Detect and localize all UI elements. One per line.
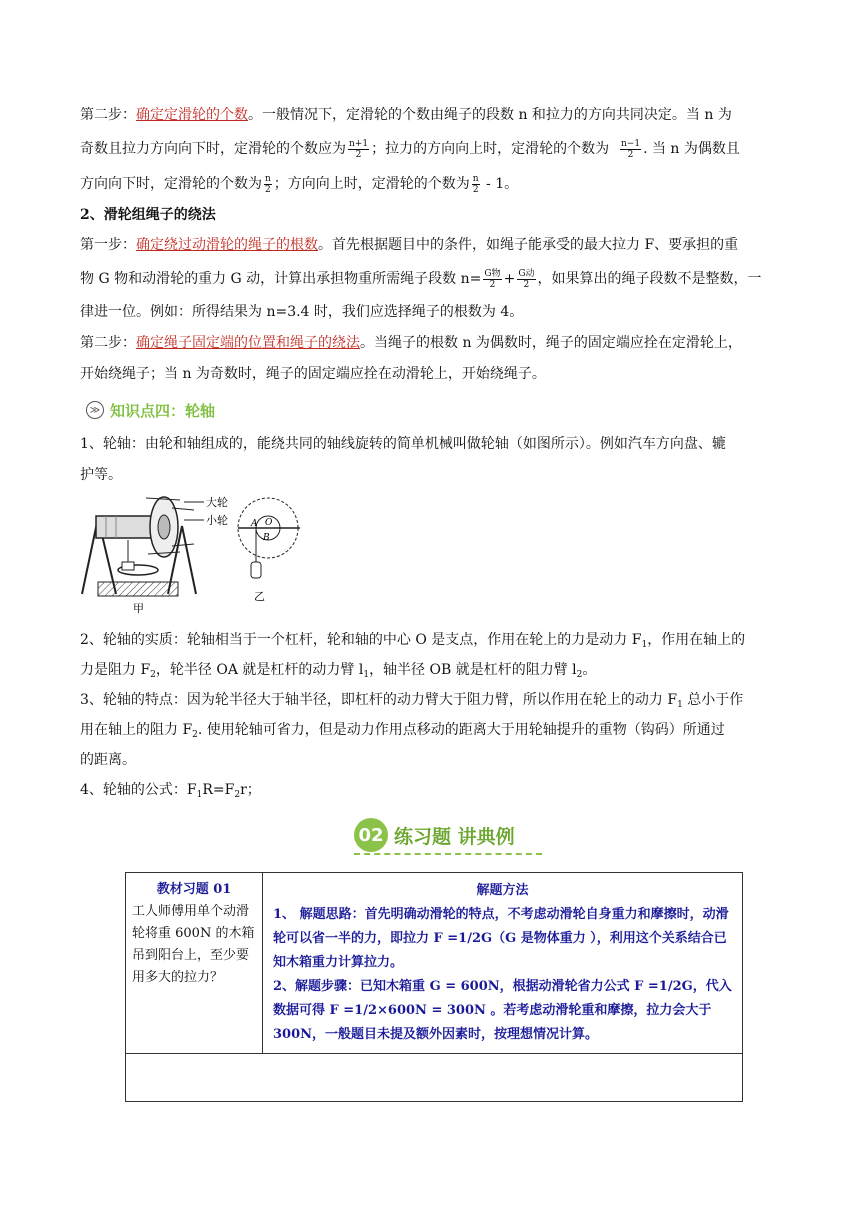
text: 力是阻力 F	[80, 662, 151, 678]
solution-cell	[263, 873, 743, 1054]
subscript: 2	[234, 790, 241, 800]
text: ；方向向上时，定滑轮的个数为	[273, 176, 470, 192]
step2-fixed-pulley-line3	[80, 170, 792, 199]
label-jia: 甲	[133, 602, 144, 615]
fraction	[620, 139, 641, 160]
label-B: B	[263, 533, 270, 543]
text: 。一般情况下，定滑轮的个数由绳子的段数 n 和拉力的方向共同决定。当 n 为	[248, 107, 732, 123]
wheel-axle-formula	[80, 776, 792, 810]
question-cell	[126, 873, 263, 1054]
subscript: 1	[677, 700, 683, 710]
exercise-title: 教材习题 01	[156, 882, 232, 897]
step2-rope-fixed-line1	[80, 329, 792, 358]
exercise-question: 工人师傅用单个动滑轮将重 600N 的木箱吊到阳台上，至少要用多大的拉力？	[132, 904, 255, 985]
label-big-wheel: 大轮	[206, 496, 228, 509]
step2-fixed-pulley-line2	[80, 135, 792, 164]
section-underline	[354, 853, 542, 855]
label-A: A	[251, 519, 258, 529]
label-small-wheel: 小轮	[206, 514, 228, 527]
subscript: 1	[363, 670, 370, 680]
red-underline-text: 确定绕过动滑轮的绳子的根数	[136, 237, 318, 253]
denominator: 2	[265, 184, 271, 195]
numerator: n−1	[620, 138, 641, 149]
section-header	[354, 818, 515, 852]
table-row-blank	[126, 1054, 743, 1102]
text: 奇数且拉力方向向下时，定滑轮的个数应为	[80, 141, 346, 157]
text: 2、轮轴的实质：轮轴相当于一个杠杆，轮和轴的中心 O 是支点，作用在轮上的力是动力 F	[80, 632, 642, 648]
bucket	[122, 562, 134, 570]
numerator: n	[265, 173, 271, 184]
text: R=F	[202, 782, 235, 798]
table-row	[126, 873, 743, 1054]
text: 。当绳子的根数 n 为偶数时，绳子的固定端应拴在定滑轮上，	[360, 335, 742, 351]
denominator: 2	[472, 184, 479, 195]
wheel-axle-nature-line1	[80, 626, 792, 660]
text: . 使用轮轴可省力，但是动力作用点移动的距离大于用轮轴提升的重物（钩码）所通过	[197, 722, 725, 738]
text: 。首先根据题目中的条件，如绳子能承受的最大拉力 F、要承担的重	[318, 237, 739, 253]
wheel-axle-nature-line2	[80, 656, 792, 690]
subscript: 1	[196, 790, 203, 800]
double-chevron-icon: ≫	[86, 401, 104, 419]
text: ，轴半径 OB 就是杠杆的阻力臂 l	[369, 662, 577, 678]
step1-rope-count-line1	[80, 231, 792, 260]
solution-step-1: 1、 解题思路：首先明确动滑轮的特点，不考虑动滑轮自身重力和摩擦时，动滑轮可以省一半的力，即拉力 F =1/2G（G 是物体重力 ），利用这个关系结合已知木箱重力计算拉力。	[273, 907, 729, 970]
wheel-axle-figure	[76, 490, 312, 616]
fraction	[472, 174, 480, 195]
text: 。	[582, 662, 597, 678]
denominator: 2	[627, 149, 634, 160]
fraction	[348, 139, 369, 160]
denominator: 2	[355, 149, 362, 160]
text: 用在轴上的阻力 F	[80, 722, 193, 738]
text: 第二步：	[80, 335, 136, 351]
fraction	[264, 174, 272, 195]
text: ，作用在轴上的	[647, 632, 746, 648]
text: 方向向下时，定滑轮的个数为	[80, 176, 262, 192]
text: - 1。	[481, 176, 519, 192]
wheel-axle-feature-line1	[80, 686, 792, 720]
step2-rope-fixed-line2: 开始绕绳子；当 n 为奇数时，绳子的固定端应拴在动滑轮上，开始绕绳子。	[80, 366, 546, 382]
wheel-axle-feature-line3: 的距离。	[80, 752, 136, 768]
knowledge-point-heading	[86, 398, 215, 422]
text: 4、轮轴的公式：F	[80, 782, 197, 798]
fraction	[483, 269, 501, 290]
text: . 当 n 为偶数且	[643, 141, 740, 157]
label-yi: 乙	[254, 590, 265, 603]
denominator: 2	[523, 279, 530, 290]
text: ；拉力的方向向上时，定滑轮的个数为	[371, 141, 610, 157]
wheel-axle-def-line2: 护等。	[80, 467, 122, 483]
exercise-table	[125, 872, 743, 1102]
text: +	[503, 271, 516, 287]
solution-step-2: 2、解题步骤：已知木箱重 G = 600N，根据动滑轮省力公式 F =1/2G，代入数据可得 F =1/2×600N = 300N 。若考虑动滑轮重和摩擦，拉力会大于 300N，一般题目未提及额外因素时，按理想情况计算。	[273, 979, 732, 1042]
text: 第一步：	[80, 237, 136, 253]
subscript: 1	[641, 640, 648, 650]
text: 3、轮轴的特点：因为轮半径大于轴半径，即杠杆的动力臂大于阻力臂，所以作用在轮上的动力 F	[80, 692, 678, 708]
numerator: n+1	[349, 138, 369, 149]
numerator: n	[472, 173, 479, 184]
subscript: 2	[192, 730, 198, 740]
step2-fixed-pulley-line1	[80, 101, 792, 130]
label-O: O	[265, 518, 273, 528]
ground-well	[98, 582, 178, 596]
numerator: G动	[518, 268, 535, 279]
text: 第二步：	[80, 107, 136, 123]
weight-hook	[251, 562, 261, 578]
text: ，轮半径 OA 就是杠杆的动力臂 l	[155, 662, 364, 678]
wheel-axle-feature-line2	[80, 716, 792, 750]
text: ，如果算出的绳子段数不是整数，一	[537, 271, 762, 287]
solution-title: 解题方法	[476, 883, 529, 898]
wheel-axle-def-line1: 1、轮轴：由轮和轴组成的，能绕共同的轴线旋转的简单机械叫做轮轴（如图所示）。例如汽车方向盘、辘	[80, 436, 726, 452]
heading-rope-winding: 2、滑轮组绳子的绕法	[80, 207, 216, 223]
numerator: G物	[484, 268, 501, 279]
red-underline-text: 确定定滑轮的个数	[136, 107, 248, 123]
denominator: 2	[489, 279, 496, 290]
text: r；	[240, 782, 261, 798]
subscript: 2	[576, 670, 583, 680]
wheel-hub	[158, 515, 170, 539]
step1-rope-count-line3: 律进一位。例如：所得结果为 n=3.4 时，我们应选择绳子的根数为 4。	[80, 304, 524, 320]
fraction	[517, 269, 535, 290]
text: 物 G 物和动滑轮的重力 G 动，计算出承担物重所需绳子段数 n=	[80, 271, 482, 287]
section-title: 练习题 讲典例	[394, 825, 515, 848]
step1-rope-count-line2	[80, 265, 792, 294]
red-underline-text: 确定绳子固定端的位置和绳子的绕法	[136, 335, 360, 351]
text: 总小于作	[682, 692, 744, 708]
knowledge-point-title: 知识点四：轮轴	[110, 401, 216, 420]
section-number-badge: 02	[354, 818, 388, 852]
subscript: 2	[150, 670, 156, 680]
stand-leg-right-2	[182, 526, 196, 594]
blank-cell	[126, 1054, 743, 1102]
